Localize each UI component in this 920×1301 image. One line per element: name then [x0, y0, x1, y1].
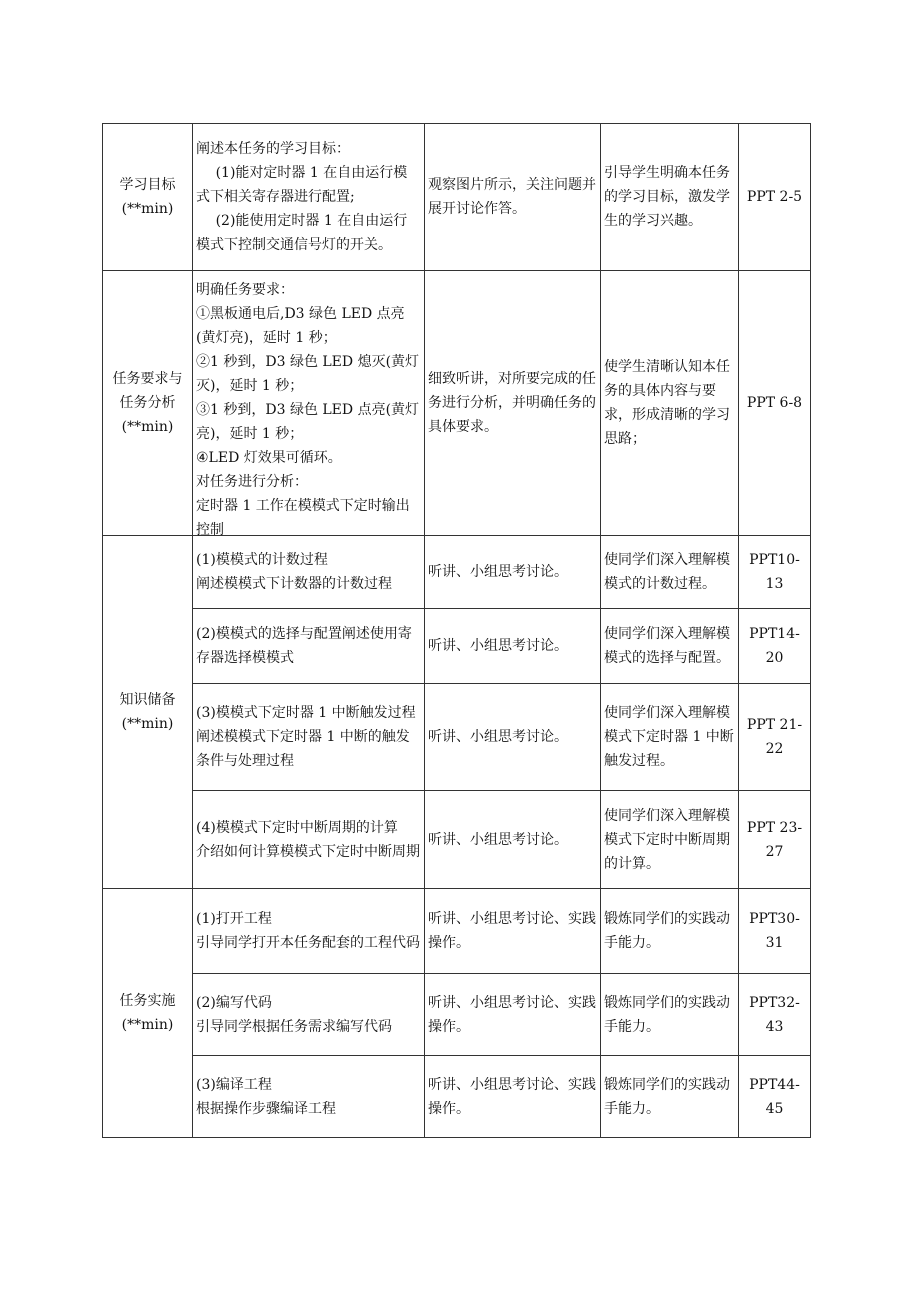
table-row: [103, 974, 811, 1056]
goal-cell: 锻炼同学们的实践动手能力。: [601, 1056, 739, 1138]
phase-cell: [103, 536, 193, 889]
content-cell: (1)模模式的计数过程 阐述模模式下计数器的计数过程: [193, 536, 425, 609]
content-line: 定时器 1 工作在模模式下定时输出控制: [196, 497, 410, 538]
table-row: [103, 684, 811, 791]
content-cell: [193, 271, 425, 536]
student-activity-cell: 听讲、小组思考讨论。: [425, 684, 601, 791]
table-row: [103, 124, 811, 271]
student-activity-cell: 听讲、小组思考讨论。: [425, 609, 601, 684]
goal-cell: 使同学们深入理解模模式的选择与配置。: [601, 609, 739, 684]
student-activity-cell: 听讲、小组思考讨论、实践操作。: [425, 889, 601, 974]
content-cell: (2)编写代码 引导同学根据任务需求编写代码: [193, 974, 425, 1056]
student-activity-cell: 观察图片所示，关注问题并展开讨论作答。: [425, 124, 601, 271]
content-line: ④LED 灯效果可循环。: [196, 449, 342, 466]
table-row: [103, 536, 811, 609]
ppt-ref-cell: PPT 21-22: [739, 684, 811, 791]
table-row: [103, 271, 811, 536]
ppt-ref-cell: PPT10-13: [739, 536, 811, 609]
content-line: 对任务进行分析：: [196, 473, 308, 490]
phase-time: (**min): [121, 716, 174, 732]
student-activity-cell: 听讲、小组思考讨论、实践操作。: [425, 1056, 601, 1138]
content-cell: (3)模模式下定时器 1 中断触发过程 阐述模模式下定时器 1 中断的触发条件与处理过程: [193, 684, 425, 791]
goal-cell: 引导学生明确本任务的学习目标，激发学生的学习兴趣。: [601, 124, 739, 271]
phase-time: (**min): [121, 201, 174, 217]
student-activity-cell: 细致听讲，对所要完成的任务进行分析，并明确任务的具体要求。: [425, 271, 601, 536]
student-activity-cell: 听讲、小组思考讨论。: [425, 536, 601, 609]
phase-cell: [103, 271, 193, 536]
content-line: (2)能使用定时器 1 在自由运行模式下控制交通信号灯的开关。: [196, 213, 408, 253]
ppt-ref-cell: PPT 23-27: [739, 791, 811, 889]
goal-cell: 使同学们深入理解模模式下定时器 1 中断触发过程。: [601, 684, 739, 791]
phase-cell: [103, 889, 193, 1138]
goal-cell: 使学生清晰认知本任务的具体内容与要求，形成清晰的学习思路；: [601, 271, 739, 536]
ppt-ref-cell: PPT 6-8: [739, 271, 811, 536]
content-line: ②1 秒到，D3 绿色 LED 熄灭(黄灯灭)，延时 1 秒；: [196, 353, 420, 394]
content-line: ①黑板通电后,D3 绿色 LED 点亮(黄灯亮)，延时 1 秒；: [196, 305, 405, 346]
phase-label: 知识储备: [119, 692, 176, 708]
content-line: 明确任务要求：: [196, 281, 294, 298]
phase-label: 任务要求与任务分析: [112, 371, 183, 411]
goal-cell: 锻炼同学们的实践动手能力。: [601, 889, 739, 974]
phase-time: (**min): [121, 1017, 174, 1033]
content-cell: (2)模模式的选择与配置阐述使用寄存器选择模模式: [193, 609, 425, 684]
goal-cell: 锻炼同学们的实践动手能力。: [601, 974, 739, 1056]
content-cell: (4)模模式下定时中断周期的计算 介绍如何计算模模式下定时中断周期: [193, 791, 425, 889]
content-cell: [193, 124, 425, 271]
ppt-ref-cell: PPT 2-5: [739, 124, 811, 271]
content-line: ③1 秒到，D3 绿色 LED 点亮(黄灯亮)，延时 1 秒；: [196, 401, 420, 442]
table-row: [103, 791, 811, 889]
phase-label: 任务实施: [119, 993, 176, 1009]
content-line: 阐述本任务的学习目标：: [196, 141, 350, 157]
student-activity-cell: 听讲、小组思考讨论、实践操作。: [425, 974, 601, 1056]
content-cell: (1)打开工程 引导同学打开本任务配套的工程代码: [193, 889, 425, 974]
student-activity-cell: 听讲、小组思考讨论。: [425, 791, 601, 889]
table-row: [103, 889, 811, 974]
phase-cell: [103, 124, 193, 271]
ppt-ref-cell: PPT44-45: [739, 1056, 811, 1138]
table-row: [103, 1056, 811, 1138]
content-cell: (3)编译工程 根据操作步骤编译工程: [193, 1056, 425, 1138]
lesson-plan-table: [102, 123, 811, 1138]
ppt-ref-cell: PPT14-20: [739, 609, 811, 684]
goal-cell: 使同学们深入理解模模式下定时中断周期的计算。: [601, 791, 739, 889]
table-row: [103, 609, 811, 684]
ppt-ref-cell: PPT30-31: [739, 889, 811, 974]
content-line: (1)能对定时器 1 在自由运行模式下相关寄存器进行配置;: [196, 165, 408, 205]
phase-label: 学习目标: [119, 177, 176, 193]
ppt-ref-cell: PPT32-43: [739, 974, 811, 1056]
goal-cell: 使同学们深入理解模模式的计数过程。: [601, 536, 739, 609]
phase-time: (**min): [121, 419, 174, 435]
